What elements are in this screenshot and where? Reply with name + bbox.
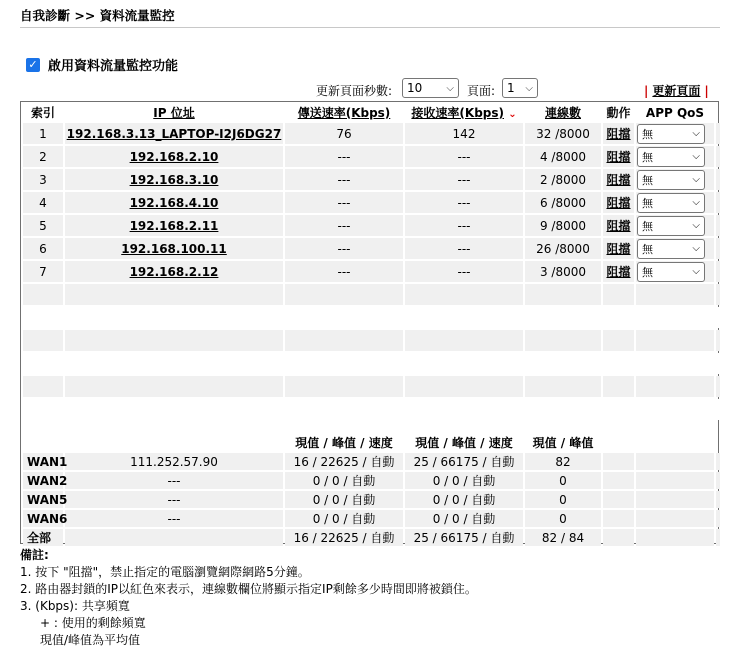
row-action-cell	[603, 169, 634, 190]
row-ip-cell	[65, 146, 283, 167]
empty-cell	[405, 399, 523, 420]
ip-address-link[interactable]: 192.168.3.10	[129, 172, 219, 187]
app-qos-value: 無	[642, 219, 653, 233]
wan-row	[23, 510, 720, 527]
row-ip-cell	[65, 169, 283, 190]
wan-empty-cell	[603, 529, 634, 546]
row-qos-cell	[636, 192, 714, 213]
refresh-page-link[interactable]: 更新頁面	[652, 84, 701, 98]
empty-cell	[636, 330, 714, 351]
empty-row	[23, 353, 720, 374]
wan-name: WAN6	[23, 510, 63, 527]
sort-desc-icon: ⌄	[508, 109, 517, 120]
empty-cell	[23, 376, 63, 397]
row-action-cell	[603, 192, 634, 213]
chevron-down-icon: ⌵	[692, 128, 700, 139]
col-action: 動作	[606, 106, 631, 120]
chevron-down-icon: ⌵	[446, 82, 454, 94]
col-tx[interactable]: 傳送速率(Kbps)	[297, 106, 391, 120]
row-tx: ---	[285, 146, 403, 167]
empty-cell	[405, 376, 523, 397]
empty-cell	[716, 284, 720, 305]
app-qos-value: 無	[642, 265, 653, 279]
row-action-cell	[603, 215, 634, 236]
row-rx: ---	[405, 261, 523, 282]
row-qos-cell	[636, 261, 714, 282]
row-action-cell	[603, 146, 634, 167]
page-value: 1	[507, 81, 515, 95]
wan-ip: ---	[65, 510, 283, 527]
empty-cell	[603, 353, 634, 374]
wan-sessions: 0	[525, 510, 601, 527]
block-link[interactable]: 阻擋	[606, 242, 631, 256]
wan-row	[23, 491, 720, 508]
wan-rx: 25 / 66175 / 自動	[405, 453, 523, 470]
row-rx: ---	[405, 238, 523, 259]
col-sessions[interactable]: 連線數	[544, 106, 581, 120]
row-action-cell	[603, 123, 634, 144]
row-spacer	[716, 215, 720, 236]
wan-empty-cell	[603, 491, 634, 508]
wan-rx: 0 / 0 / 自動	[405, 491, 523, 508]
row-sessions: 26 /8000	[525, 238, 601, 259]
wan-empty-cell	[716, 453, 720, 470]
row-sessions: 6 /8000	[525, 192, 601, 213]
row-ip-cell	[65, 261, 283, 282]
row-sessions: 9 /8000	[525, 215, 601, 236]
notes-title: 備註:	[20, 548, 49, 562]
enable-monitor-label: 啟用資料流量監控功能	[48, 59, 179, 74]
ip-address-link[interactable]: 192.168.3.13_LAPTOP-I2J6DG27	[66, 126, 282, 141]
empty-cell	[65, 284, 283, 305]
wan-empty-cell	[603, 453, 634, 470]
empty-cell	[603, 399, 634, 420]
wan-rx: 0 / 0 / 自動	[405, 510, 523, 527]
empty-row	[23, 376, 720, 397]
empty-cell	[525, 330, 601, 351]
empty-cell	[525, 307, 601, 328]
wan-empty-cell	[716, 529, 720, 546]
empty-cell	[405, 353, 523, 374]
wan-empty-cell	[636, 453, 714, 470]
enable-monitor-row[interactable]	[26, 55, 178, 74]
wan-header-cell	[23, 434, 63, 451]
wan-tx: 0 / 0 / 自動	[285, 491, 403, 508]
row-tx: ---	[285, 169, 403, 190]
empty-row	[23, 399, 720, 420]
page-label: 頁面:	[467, 84, 496, 98]
note-sub: + : 使用的剩餘頻寬	[40, 616, 146, 630]
wan-header-cell	[65, 434, 283, 451]
traffic-table-panel	[20, 101, 719, 544]
empty-row	[23, 330, 720, 351]
ip-address-link[interactable]: 192.168.2.12	[129, 264, 219, 279]
wan-rx: 0 / 0 / 自動	[405, 472, 523, 489]
empty-cell	[285, 284, 403, 305]
wan-name: WAN1	[23, 453, 63, 470]
wan-empty-cell	[716, 472, 720, 489]
empty-cell	[636, 284, 714, 305]
row-index: 2	[23, 146, 63, 167]
empty-cell	[716, 330, 720, 351]
breadcrumb: 自我診斷 >> 資料流量監控	[20, 8, 175, 23]
col-ip[interactable]: IP 位址	[153, 106, 195, 120]
empty-row	[23, 284, 720, 305]
empty-cell	[603, 284, 634, 305]
ip-address-link[interactable]: 192.168.100.11	[121, 241, 227, 256]
wan-ip	[65, 529, 283, 546]
empty-cell	[23, 307, 63, 328]
row-index: 3	[23, 169, 63, 190]
block-link[interactable]: 阻擋	[606, 219, 631, 233]
empty-cell	[23, 284, 63, 305]
col-index: 索引	[30, 106, 55, 120]
empty-cell	[65, 376, 283, 397]
block-link[interactable]: 阻擋	[606, 127, 631, 141]
wan-sessions: 82 / 84	[525, 529, 601, 546]
chevron-down-icon: ⌵	[525, 82, 533, 94]
row-ip-cell	[65, 238, 283, 259]
empty-cell	[636, 307, 714, 328]
row-sessions: 4 /8000	[525, 146, 601, 167]
row-rx: ---	[405, 169, 523, 190]
app-qos-value: 無	[642, 173, 653, 187]
refresh-seconds-label: 更新頁面秒數:	[316, 84, 393, 98]
empty-cell	[636, 376, 714, 397]
row-ip-cell	[65, 192, 283, 213]
row-index: 5	[23, 215, 63, 236]
wan-row	[23, 529, 720, 546]
wan-row	[23, 453, 720, 470]
empty-cell	[23, 330, 63, 351]
wan-row	[23, 472, 720, 489]
wan-tx: 0 / 0 / 自動	[285, 510, 403, 527]
row-rx: 142	[405, 123, 523, 144]
row-spacer	[716, 238, 720, 259]
wan-empty-cell	[636, 491, 714, 508]
wan-name: 全部	[23, 529, 63, 546]
row-rx: ---	[405, 146, 523, 167]
chevron-down-icon: ⌵	[692, 197, 700, 208]
wan-header-cell	[636, 434, 714, 451]
note-item: 2. 路由器封鎖的IP以紅色來表示，連線數欄位將顯示指定IP剩餘多少時間即將被鎖住。	[20, 582, 477, 596]
ip-address-link[interactable]: 192.168.2.10	[129, 149, 219, 164]
empty-cell	[636, 353, 714, 374]
app-qos-value: 無	[642, 196, 653, 210]
wan-sessions: 82	[525, 453, 601, 470]
wan-empty-cell	[636, 510, 714, 527]
table-row	[23, 169, 720, 190]
wan-sessions: 0	[525, 491, 601, 508]
row-qos-cell	[636, 123, 714, 144]
app-qos-select[interactable]	[637, 124, 705, 144]
empty-cell	[23, 353, 63, 374]
empty-cell	[603, 307, 634, 328]
row-ip-cell	[65, 215, 283, 236]
row-qos-cell	[636, 215, 714, 236]
row-qos-cell	[636, 146, 714, 167]
empty-cell	[525, 376, 601, 397]
wan-tx: 0 / 0 / 自動	[285, 472, 403, 489]
block-link[interactable]: 阻擋	[606, 173, 631, 187]
chevron-down-icon: ⌵	[692, 266, 700, 277]
wan-tx: 16 / 22625 / 自動	[285, 453, 403, 470]
empty-cell	[285, 399, 403, 420]
wan-header-cell	[603, 434, 634, 451]
row-tx: ---	[285, 238, 403, 259]
note-item: 1. 按下 "阻擋"，禁止指定的電腦瀏覽網際網路5分鐘。	[20, 565, 310, 579]
row-sessions: 3 /8000	[525, 261, 601, 282]
col-qos: APP QoS	[645, 105, 705, 120]
wan-header-row	[23, 434, 720, 451]
row-index: 7	[23, 261, 63, 282]
col-rx[interactable]: 接收速率(Kbps) ⌄	[411, 106, 517, 120]
chevron-down-icon: ⌵	[692, 243, 700, 254]
empty-cell	[285, 353, 403, 374]
page-select[interactable]	[502, 78, 538, 98]
wan-empty-cell	[716, 510, 720, 527]
enable-monitor-checkbox[interactable]: ✓	[26, 58, 40, 72]
empty-cell	[716, 353, 720, 374]
control-row	[0, 78, 743, 100]
row-spacer	[716, 146, 720, 167]
empty-cell	[525, 399, 601, 420]
chevron-down-icon: ⌵	[692, 220, 700, 231]
row-tx: ---	[285, 261, 403, 282]
ip-address-link[interactable]: 192.168.4.10	[129, 195, 219, 210]
row-qos-cell	[636, 238, 714, 259]
row-spacer	[716, 169, 720, 190]
chevron-down-icon: ⌵	[692, 151, 700, 162]
empty-cell	[525, 353, 601, 374]
row-rx: ---	[405, 192, 523, 213]
block-link[interactable]: 阻擋	[606, 150, 631, 164]
wan-empty-cell	[603, 510, 634, 527]
wan-ip: ---	[65, 472, 283, 489]
wan-rx: 25 / 66175 / 自動	[405, 529, 523, 546]
wan-ip: 111.252.57.90	[65, 453, 283, 470]
row-sessions: 32 /8000	[525, 123, 601, 144]
empty-cell	[285, 307, 403, 328]
empty-cell	[65, 330, 283, 351]
breadcrumb-divider	[20, 27, 720, 28]
row-index: 6	[23, 238, 63, 259]
refresh-seconds-value: 10	[407, 81, 423, 95]
note-sub: 現值/峰值為平均值	[40, 633, 141, 647]
host-traffic-table	[21, 102, 722, 422]
wan-name: WAN2	[23, 472, 63, 489]
empty-cell	[65, 399, 283, 420]
empty-cell	[405, 307, 523, 328]
ip-address-link[interactable]: 192.168.2.11	[129, 218, 219, 233]
wan-header-cell: 現值 / 峰值 / 速度	[415, 436, 513, 450]
wan-empty-cell	[636, 529, 714, 546]
empty-cell	[65, 307, 283, 328]
wan-empty-cell	[716, 491, 720, 508]
row-rx: ---	[405, 215, 523, 236]
table-row	[23, 146, 720, 167]
wan-header-cell: 現值 / 峰值	[532, 436, 594, 450]
row-qos-cell	[636, 169, 714, 190]
block-link[interactable]: 阻擋	[606, 196, 631, 210]
empty-cell	[285, 330, 403, 351]
row-tx: 76	[285, 123, 403, 144]
wan-ip: ---	[65, 491, 283, 508]
row-ip-cell	[65, 123, 283, 144]
row-tx: ---	[285, 215, 403, 236]
empty-cell	[65, 353, 283, 374]
table-row	[23, 123, 720, 144]
app-qos-select[interactable]	[637, 262, 705, 282]
table-row	[23, 238, 720, 259]
empty-cell	[405, 284, 523, 305]
row-action-cell	[603, 238, 634, 259]
wan-tx: 16 / 22625 / 自動	[285, 529, 403, 546]
block-link[interactable]: 阻擋	[606, 265, 631, 279]
empty-cell	[285, 376, 403, 397]
notes	[20, 547, 477, 649]
refresh-page-link-wrap: | 更新頁面 |	[644, 84, 709, 98]
wan-summary-table	[21, 432, 722, 548]
table-row	[23, 261, 720, 282]
row-index: 4	[23, 192, 63, 213]
wan-name: WAN5	[23, 491, 63, 508]
empty-row	[23, 307, 720, 328]
note-item: 3. (Kbps): 共享頻寬	[20, 599, 130, 613]
wan-empty-cell	[603, 472, 634, 489]
wan-empty-cell	[636, 472, 714, 489]
app-qos-select[interactable]	[637, 170, 705, 190]
app-qos-select[interactable]	[637, 193, 705, 213]
empty-cell	[23, 399, 63, 420]
app-qos-select[interactable]	[637, 216, 705, 236]
empty-cell	[636, 399, 714, 420]
empty-cell	[603, 330, 634, 351]
wan-summary	[21, 432, 718, 548]
wan-header-cell: 現值 / 峰值 / 速度	[295, 436, 393, 450]
empty-cell	[525, 284, 601, 305]
row-index: 1	[23, 123, 63, 144]
row-sessions: 2 /8000	[525, 169, 601, 190]
wan-sessions: 0	[525, 472, 601, 489]
row-spacer	[716, 123, 720, 144]
wan-header-cell	[716, 434, 720, 451]
empty-cell	[405, 330, 523, 351]
table-row	[23, 215, 720, 236]
app-qos-value: 無	[642, 242, 653, 256]
empty-cell	[716, 376, 720, 397]
row-spacer	[716, 192, 720, 213]
row-spacer	[716, 261, 720, 282]
empty-cell	[716, 399, 720, 420]
app-qos-select[interactable]	[637, 239, 705, 259]
app-qos-select[interactable]	[637, 147, 705, 167]
table-row	[23, 192, 720, 213]
app-qos-value: 無	[642, 127, 653, 141]
chevron-down-icon: ⌵	[692, 174, 700, 185]
row-action-cell	[603, 261, 634, 282]
refresh-seconds-select[interactable]	[402, 78, 459, 98]
row-tx: ---	[285, 192, 403, 213]
empty-cell	[603, 376, 634, 397]
empty-cell	[716, 307, 720, 328]
app-qos-value: 無	[642, 150, 653, 164]
